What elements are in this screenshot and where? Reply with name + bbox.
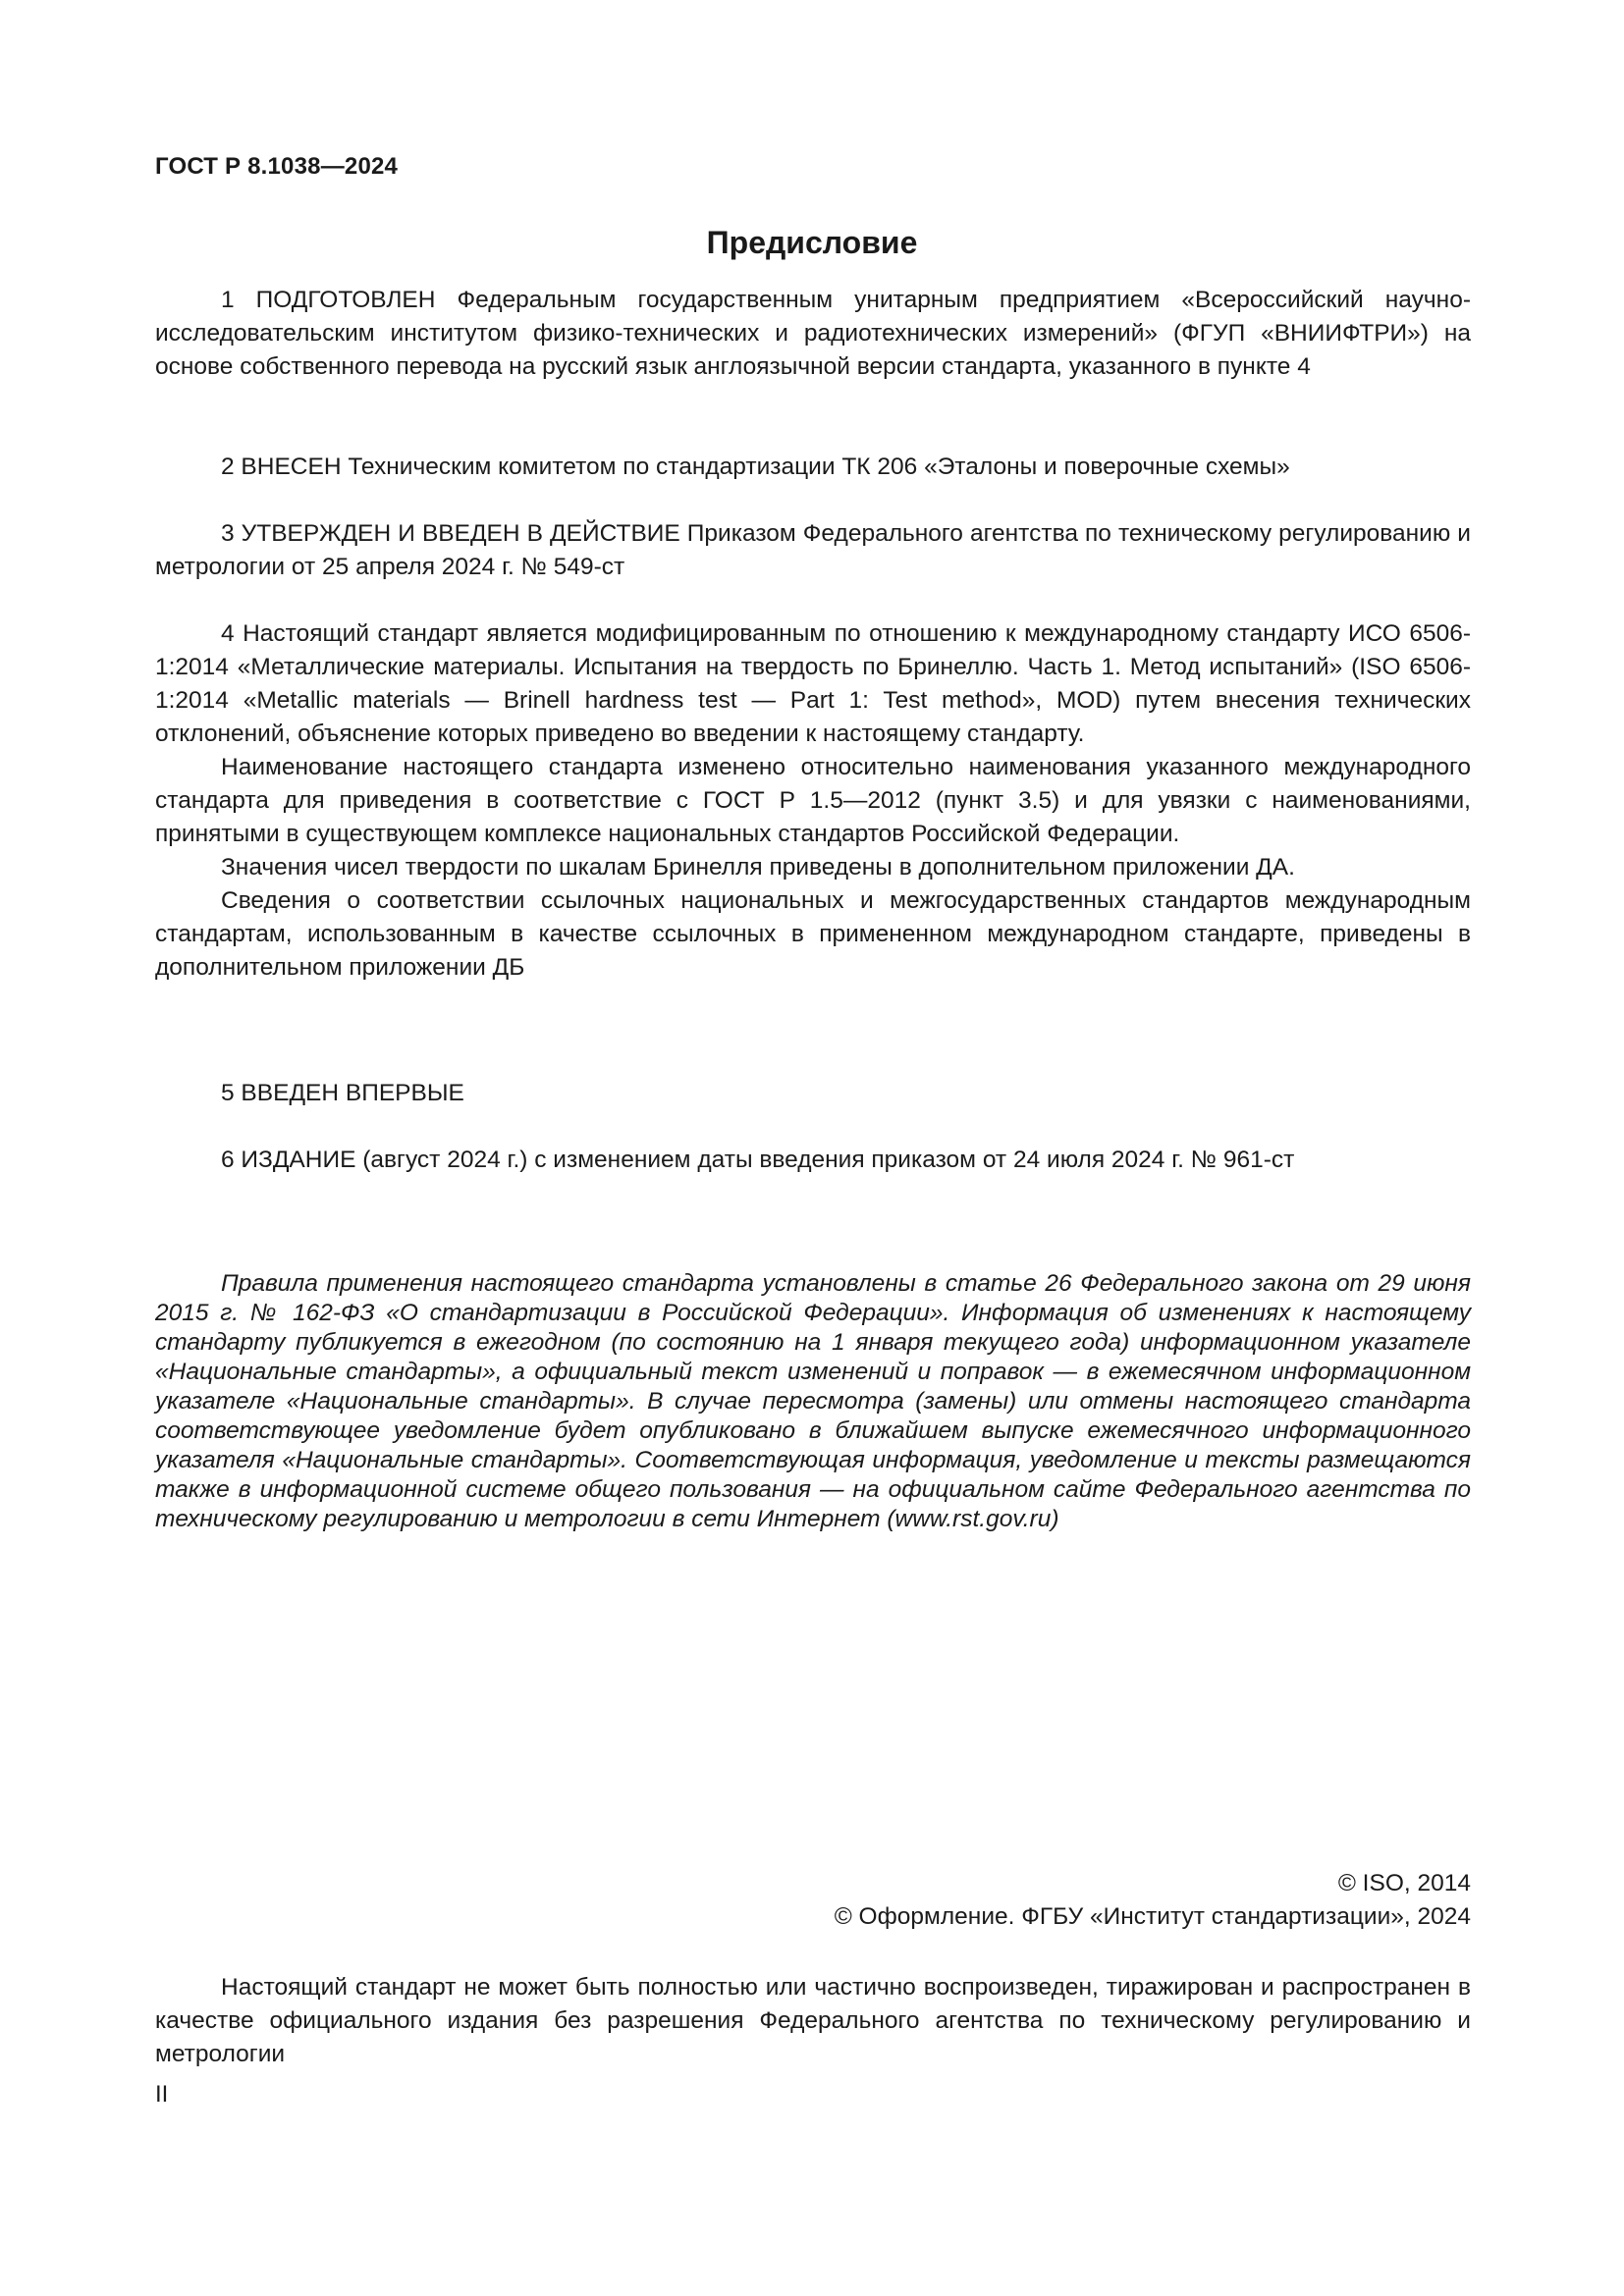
foreword-item-5: 5 ВВЕДЕН ВПЕРВЫЕ <box>221 1080 464 1106</box>
foreword-item-1: 1 ПОДГОТОВЛЕН Федеральным государственным унитарным предприятием «Всероссийский научно-исследовательским институтом физико-технических и радиотехнических измерений» (ФГУП «ВНИИФТРИ») на основе собственного перевода на русский язык англоязычной версии стандарта, указанного в пункте 4 <box>155 287 1471 380</box>
foreword-item-5-block <box>155 1077 1471 1110</box>
page-number: II <box>155 2081 169 2108</box>
design-copyright: © Оформление. ФГБУ «Институт стандартизации», 2024 <box>834 1903 1471 1930</box>
foreword-item-1-block <box>155 284 1471 384</box>
foreword-item-4-references: Сведения о соответствии ссылочных национальных и межгосударственных стандартов международным стандартам, использованным в качестве ссылочных в примененном международном стандарте, приведены в дополнительном приложении ДБ <box>155 887 1471 981</box>
reproduction-notice: Настоящий стандарт не может быть полностью или частично воспроизведен, тиражирован и распространен в качестве официального издания без разрешения Федерального агентства по техническому регулированию и метрологии <box>155 1974 1471 2067</box>
page-title: Предисловие <box>706 225 918 260</box>
iso-copyright: © ISO, 2014 <box>1337 1870 1471 1896</box>
foreword-item-4-name-change: Наименование настоящего стандарта изменено относительно наименования указанного международного стандарта для приведения в соответствие с ГОСТ Р 1.5—2012 (пункт 3.5) и для увязки с наименованиями, принятыми в существующем комплексе национальных стандартов Российской Федерации. <box>155 754 1471 847</box>
foreword-item-6-block <box>155 1144 1471 1177</box>
foreword-item-3: 3 УТВЕРЖДЕН И ВВЕДЕН В ДЕЙСТВИЕ Приказом Федерального агентства по техническому регулированию и метрологии от 25 апреля 2024 г. № 549-ст <box>155 520 1471 580</box>
foreword-item-2: 2 ВНЕСЕН Техническим комитетом по стандартизации ТК 206 «Эталоны и поверочные схемы» <box>221 454 1290 480</box>
standard-designation: ГОСТ Р 8.1038—2024 <box>155 153 399 180</box>
application-rules-notice: Правила применения настоящего стандарта установлены в статье 26 Федерального закона от 29 июня 2015 г. № 162-ФЗ «О стандартизации в Российской Федерации». Информация об изменениях к настоящему стандарту публикуется в ежегодном (по состоянию на 1 января текущего года) информационном указателе «Национальные стандарты», а официальный текст изменений и поправок — в ежемесячном информационном указателе «Национальные стандарты». В случае пересмотра (замены) или отмены настоящего стандарта соответствующее уведомление будет опубликовано в ближайшем выпуске ежемесячного информационного указателя «Национальные стандарты». Соответствующая информация, уведомление и тексты размещаются также в информационной системе общего пользования — на официальном сайте Федерального агентства по техническому регулированию и метрологии в сети Интернет (www.rst.gov.ru) <box>155 1270 1471 1532</box>
foreword-item-6: 6 ИЗДАНИЕ (август 2024 г.) с изменением даты введения приказом от 24 июля 2024 г. № 961-ст <box>221 1147 1295 1173</box>
foreword-item-2-block <box>155 451 1471 484</box>
foreword-item-4: 4 Настоящий стандарт является модифицированным по отношению к международному стандарту ИСО 6506-1:2014 «Металлические материалы. Испытания на твердость по Бринеллю. Часть 1. Метод испытаний» (ISO 6506-1:2014 «Metallic materials — Brinell hardness test — Part 1: Test method», MOD) путем внесения технических отклонений, объяснение которых приведено во введении к настоящему стандарту. <box>155 620 1471 747</box>
foreword-item-3-block <box>155 517 1471 584</box>
foreword-item-4-block <box>155 617 1471 985</box>
copyright-block <box>835 1867 1471 1934</box>
foreword-item-4-hardness-values: Значения чисел твердости по шкалам Бринелля приведены в дополнительном приложении ДА. <box>221 854 1295 881</box>
